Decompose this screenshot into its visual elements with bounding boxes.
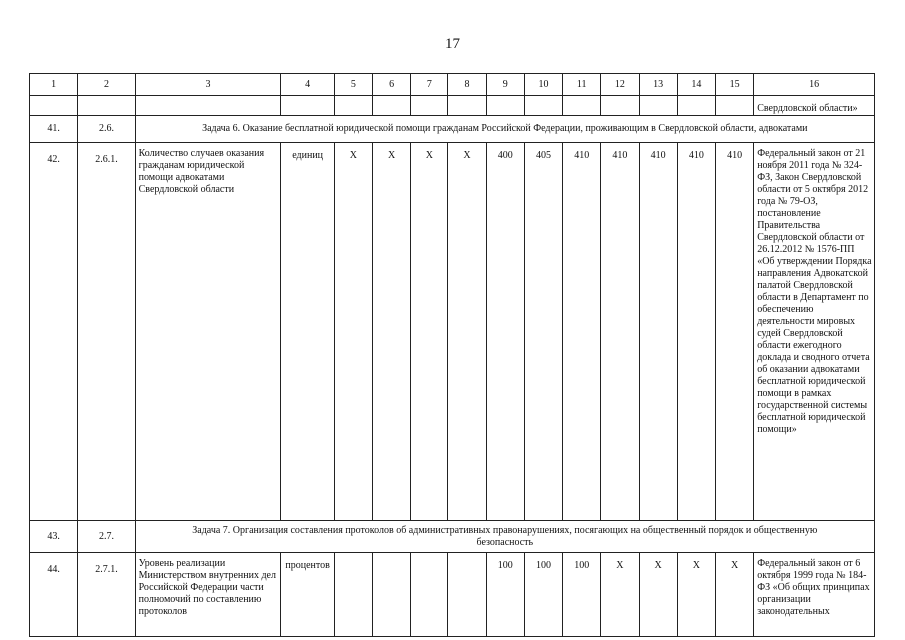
row-number: 43.	[30, 521, 78, 553]
indicator-name: Количество случаев оказания гражданам юридической помощи адвокатами Свердловской области	[135, 143, 281, 521]
value-cell: Х	[411, 143, 448, 521]
value-cell: 405	[524, 143, 562, 521]
header-cell: 4	[281, 74, 334, 96]
value-cell: 410	[563, 143, 601, 521]
legal-source: Федеральный закон от 6 октября 1999 года № 184-ФЗ «Об общих принципах организации законодательных	[754, 553, 875, 637]
indicator-row-44	[30, 553, 875, 637]
unit-cell: процентов	[281, 553, 334, 637]
value-cell: Х	[448, 143, 486, 521]
value-cell	[334, 553, 372, 637]
value-cell	[411, 553, 448, 637]
value-cell: 100	[486, 553, 524, 637]
value-cell: Х	[639, 553, 677, 637]
value-cell: Х	[334, 143, 372, 521]
header-cell: 9	[486, 74, 524, 96]
row-code: 2.7.	[78, 521, 135, 553]
row-number: 44.	[30, 553, 78, 637]
header-cell: 6	[373, 74, 411, 96]
header-cell: 11	[563, 74, 601, 96]
value-cell: 410	[677, 143, 715, 521]
header-cell: 8	[448, 74, 486, 96]
continuation-row	[30, 96, 875, 116]
continuation-source: Свердловской области»	[754, 96, 875, 116]
value-cell	[448, 553, 486, 637]
task-title: Задача 6. Оказание бесплатной юридической помощи гражданам Российской Федерации, проживающим в Свердловской области, адвокатами	[135, 116, 874, 143]
row-code: 2.6.	[78, 116, 135, 143]
header-cell: 13	[639, 74, 677, 96]
header-row	[30, 74, 875, 96]
header-cell: 5	[334, 74, 372, 96]
task-row-43	[30, 521, 875, 553]
header-cell: 15	[715, 74, 753, 96]
value-cell: 410	[639, 143, 677, 521]
header-cell: 1	[30, 74, 78, 96]
row-number: 41.	[30, 116, 78, 143]
value-cell: 100	[524, 553, 562, 637]
header-cell: 2	[78, 74, 135, 96]
value-cell: 410	[601, 143, 639, 521]
value-cell: 410	[715, 143, 753, 521]
unit-cell: единиц	[281, 143, 334, 521]
header-cell: 12	[601, 74, 639, 96]
indicators-table	[29, 73, 875, 637]
value-cell: Х	[601, 553, 639, 637]
indicator-row-42	[30, 143, 875, 521]
indicator-name: Уровень реализации Министерством внутренних дел Российской Федерации части полномочий по составлению протоколов	[135, 553, 281, 637]
task-row-41	[30, 116, 875, 143]
legal-source: Федеральный закон от 21 ноября 2011 года № 324-ФЗ, Закон Свердловской области от 5 октября 2012 года № 79-ОЗ, постановление Правительства Свердловской области от 26.12.2012 № 1576-ПП «Об утверждении Порядка направления Адвокатской палатой Свердловской области в Департамент по обеспечению деятельности мировых судей Свердловской области ежегодного доклада и сводного отчета об оказании адвокатами бесплатной юридической помощи в рамках государственной системы бесплатной юридической помощи»	[754, 143, 875, 521]
value-cell: Х	[715, 553, 753, 637]
header-cell: 14	[677, 74, 715, 96]
value-cell: 100	[563, 553, 601, 637]
page-number: 17	[445, 36, 460, 52]
row-number: 42.	[30, 143, 78, 521]
header-cell: 10	[524, 74, 562, 96]
value-cell: Х	[373, 143, 411, 521]
header-cell: 7	[411, 74, 448, 96]
header-cell: 3	[135, 74, 281, 96]
task-title: Задача 7. Организация составления протоколов об административных правонарушениях, посягающих на общественный порядок и общественную безопасность	[135, 521, 874, 553]
value-cell: 400	[486, 143, 524, 521]
row-code: 2.6.1.	[78, 143, 135, 521]
value-cell	[373, 553, 411, 637]
header-cell: 16	[754, 74, 875, 96]
value-cell: Х	[677, 553, 715, 637]
row-code: 2.7.1.	[78, 553, 135, 637]
